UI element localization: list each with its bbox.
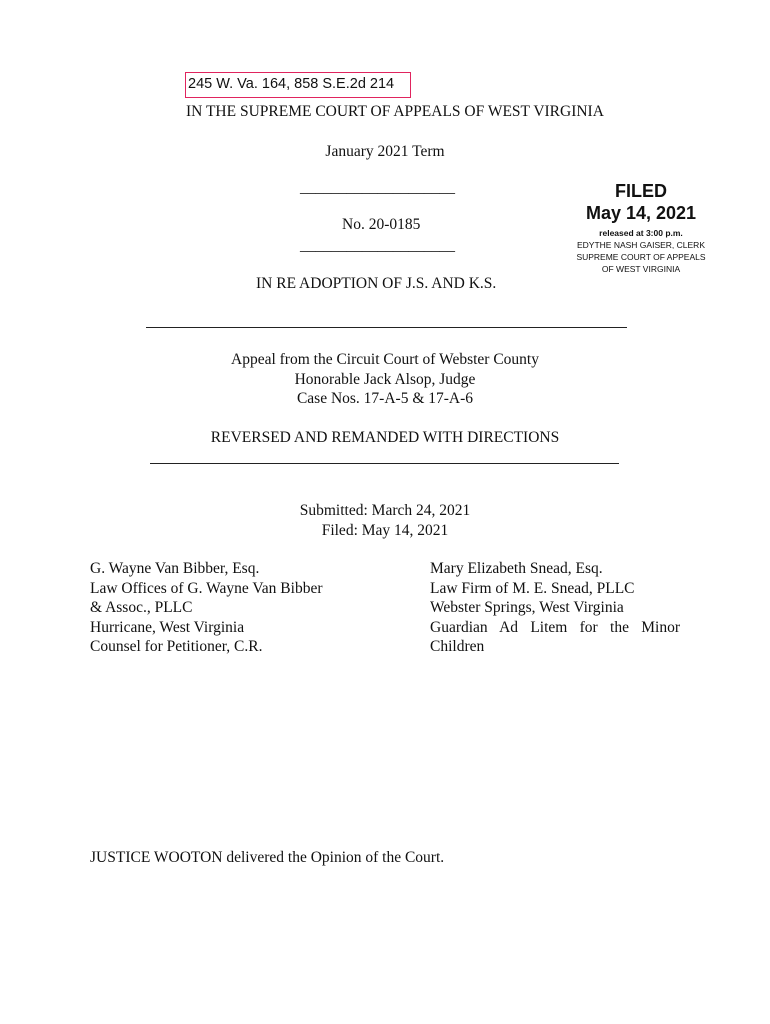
appeal-line-judge: Honorable Jack Alsop, Judge (294, 370, 476, 388)
filed-clerk-line3: OF WEST VIRGINIA (601, 264, 681, 274)
counsel-left-line: Hurricane, West Virginia (90, 618, 245, 636)
counsel-right-line: Mary Elizabeth Snead, Esq. (430, 560, 603, 577)
dates-block (90, 501, 680, 540)
opinion-author-line: JUSTICE WOOTON delivered the Opinion of the Court. (90, 849, 445, 866)
counsel-right-line: Children (430, 638, 485, 655)
docket-rule-top: ____________________ (300, 179, 455, 196)
filed-clerk-line1: EDYTHE NASH GAISER, CLERK (576, 240, 705, 250)
filed-released: released at 3:00 p.m. (599, 228, 683, 238)
disposition: REVERSED AND REMANDED WITH DIRECTIONS (210, 429, 560, 446)
filed-date-line: Filed: May 14, 2021 (321, 521, 449, 539)
counsel-right-line: Webster Springs, West Virginia (430, 599, 624, 616)
counsel-guardian (430, 559, 680, 657)
separator-rule-top (146, 327, 627, 328)
citation-box: 245 W. Va. 164, 858 S.E.2d 214 (185, 72, 411, 98)
filed-clerk-line2: SUPREME COURT OF APPEALS (576, 252, 706, 262)
court-name: IN THE SUPREME COURT OF APPEALS OF WEST VIRGINIA (186, 103, 604, 120)
counsel-left-line: Law Offices of G. Wayne Van Bibber (90, 579, 323, 597)
counsel-right-line: Guardian Ad Litem for the Minor (430, 618, 680, 636)
filed-stamp (560, 180, 722, 275)
submitted-date: Submitted: March 24, 2021 (299, 502, 471, 519)
appeal-block (90, 350, 680, 409)
separator-rule-bottom (150, 463, 619, 464)
counsel-left-line: G. Wayne Van Bibber, Esq. (90, 560, 260, 577)
counsel-left-line: & Assoc., PLLC (90, 599, 193, 616)
term: January 2021 Term (325, 143, 445, 160)
appeal-line-case-numbers: Case Nos. 17-A-5 & 17-A-6 (296, 390, 474, 407)
counsel-left-line: Counsel for Petitioner, C.R. (90, 638, 263, 655)
docket-number: No. 20-0185 (342, 216, 421, 233)
counsel-right-line: Law Firm of M. E. Snead, PLLC (430, 579, 635, 597)
counsel-petitioner (90, 559, 360, 657)
docket-rule-bottom: ____________________ (300, 237, 455, 254)
appeal-line-court: Appeal from the Circuit Court of Webster County (231, 351, 539, 368)
filed-date: May 14, 2021 (585, 203, 697, 223)
case-title: IN RE ADOPTION OF J.S. AND K.S. (256, 275, 497, 292)
filed-title: FILED (615, 181, 667, 201)
